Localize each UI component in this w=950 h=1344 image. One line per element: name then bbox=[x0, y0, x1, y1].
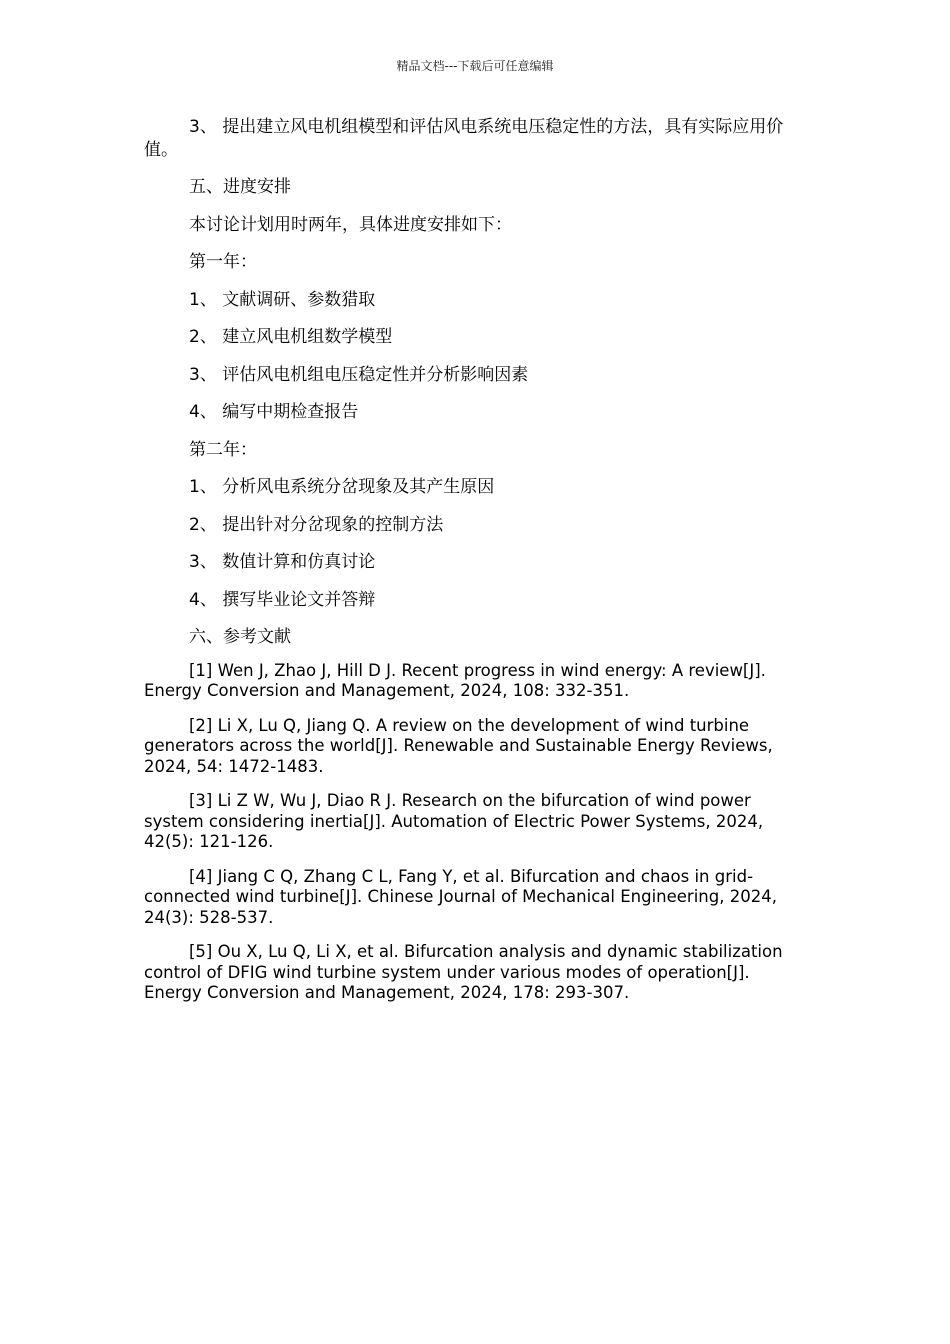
section-heading-schedule: 五、进度安排 bbox=[189, 177, 291, 197]
reference-list bbox=[144, 661, 806, 1004]
year1-item: 3、 评估风电机组电压稳定性并分析影响因素 bbox=[189, 364, 529, 385]
page-header: 精品文档---下载后可任意编辑 bbox=[396, 59, 554, 73]
year2-item: 1、 分析风电系统分岔现象及其产生原因 bbox=[189, 477, 495, 497]
schedule-intro: 本讨论计划用时两年，具体进度安排如下： bbox=[189, 214, 512, 235]
reference-item: [4] Jiang C Q, Zhang C L, Fang Y, et al. Bifurcation and chaos in grid-connected wind turbine[J]. Chinese Journal of Mechanical Engineering, 2024, 24(3): 528-537. bbox=[144, 866, 777, 927]
year1-item: 2、 建立风电机组数学模型 bbox=[189, 327, 393, 347]
outcome-item-3: 3、 提出建立风电机组模型和评估风电系统电压稳定性的方法，具有实际应用价值。 bbox=[144, 117, 784, 160]
reference-item: [2] Li X, Lu Q, Jiang Q. A review on the development of wind turbine generators across the world[J]. Renewable and Sustainable Energy Reviews, 2024, 54: 1472-1483. bbox=[144, 715, 773, 776]
year1-item: 1、 文献调研、参数猎取 bbox=[189, 289, 376, 310]
year1-label: 第一年： bbox=[189, 252, 257, 272]
reference-item: [1] Wen J, Zhao J, Hill D J. Recent progress in wind energy: A review[J]. Energy Conversion and Management, 2024, 108: 332-351. bbox=[144, 660, 766, 700]
reference-item: [3] Li Z W, Wu J, Diao R J. Research on the bifurcation of wind power system considering inertia[J]. Automation of Electric Power Systems, 2024, 42(5): 121-126. bbox=[144, 791, 764, 851]
year2-label: 第二年： bbox=[189, 439, 257, 460]
reference-item: [5] Ou X, Lu Q, Li X, et al. Bifurcation analysis and dynamic stabilization control of DFIG wind turbine system under various modes of operation[J]. Energy Conversion and Management, 2024, 178: 293-307. bbox=[144, 942, 783, 1002]
year1-item: 4、 编写中期检查报告 bbox=[189, 402, 359, 422]
section-heading-references: 六、参考文献 bbox=[189, 627, 291, 647]
year2-item: 2、 提出针对分岔现象的控制方法 bbox=[189, 514, 444, 535]
year2-item: 4、 撰写毕业论文并答辩 bbox=[189, 589, 376, 610]
year2-item: 3、 数值计算和仿真讨论 bbox=[189, 552, 376, 572]
document-body bbox=[144, 116, 806, 1018]
